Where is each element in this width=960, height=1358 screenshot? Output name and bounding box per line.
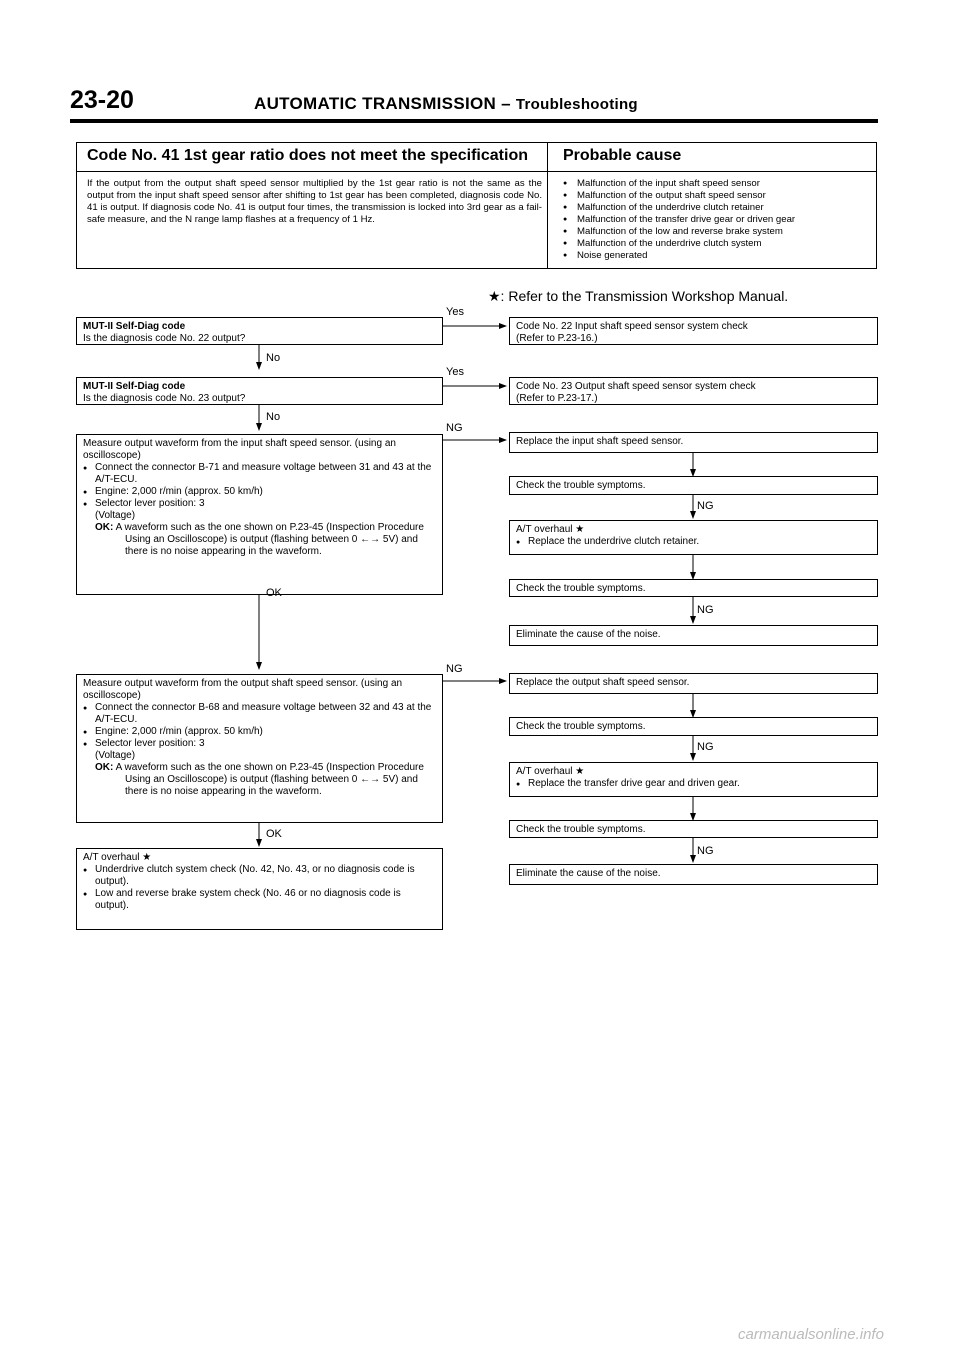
step5-check: ● Low and reverse brake system check (No. 46 or no diagnosis code is output). xyxy=(83,888,436,912)
cause-item: ● Malfunction of the underdrive clutch system xyxy=(563,238,795,250)
step4-ng-e: Eliminate the cause of the noise. xyxy=(509,864,878,885)
yes-label: Yes xyxy=(446,366,464,378)
step3-ng-c-bullet: ● Replace the underdrive clutch retainer. xyxy=(516,536,871,548)
step3-box xyxy=(76,434,443,595)
ok-label: OK xyxy=(266,587,282,599)
ng-label: NG xyxy=(697,741,714,753)
step3-condition: ● Engine: 2,000 r/min (approx. 50 km/h) xyxy=(83,486,436,498)
watermark: carmanualsonline.info xyxy=(738,1326,884,1343)
step1-question: Is the diagnosis code No. 22 output? xyxy=(83,333,246,344)
step5-title: A/T overhaul ★ xyxy=(83,852,152,863)
step4-ng-a: Replace the output shaft speed sensor. xyxy=(509,673,878,694)
step2-yes-box xyxy=(509,377,878,405)
step4-voltage: (Voltage) xyxy=(95,750,136,761)
step2-box xyxy=(76,377,443,405)
step3-ng-d: Check the trouble symptoms. xyxy=(509,579,878,597)
step3-ng-c-title: A/T overhaul ★ xyxy=(516,524,585,535)
step2-yes-line1: Code No. 23 Output shaft speed sensor system check xyxy=(516,381,756,392)
step3-conditions xyxy=(83,462,436,510)
step4-instruction: Measure output waveform from the output shaft speed sensor. (using an oscilloscope) xyxy=(83,678,403,701)
step4-ng-d: Check the trouble symptoms. xyxy=(509,820,878,838)
ng-label: NG xyxy=(446,422,463,434)
workshop-note: ★: Refer to the Transmission Workshop Manual. xyxy=(488,288,789,304)
step4-ok-criteria xyxy=(83,762,436,798)
step4-condition: ● Selector lever position: 3 xyxy=(83,738,436,750)
step4-condition: ● Engine: 2,000 r/min (approx. 50 km/h) xyxy=(83,726,436,738)
step1-title: MUT-II Self-Diag code xyxy=(83,321,186,332)
ng-label: NG xyxy=(697,845,714,857)
section-subtitle: Troubleshooting xyxy=(515,96,638,113)
cause-item: ● Malfunction of the low and reverse brake system xyxy=(563,226,795,238)
ng-label: NG xyxy=(697,604,714,616)
yes-label: Yes xyxy=(446,306,464,318)
step1-box xyxy=(76,317,443,345)
step4-condition: ● Connect the connector B-68 and measure voltage between 32 and 43 at the A/T-ECU. xyxy=(83,702,436,726)
no-label: No xyxy=(266,411,281,423)
ok-label: OK xyxy=(266,828,282,840)
step3-voltage: (Voltage) xyxy=(95,510,136,521)
step4-ng-c-bullet: ● Replace the transfer drive gear and driven gear. xyxy=(516,778,871,790)
ok-criteria-label: OK: xyxy=(95,762,114,773)
cause-item: ● Malfunction of the underdrive clutch retainer xyxy=(563,202,795,214)
code-heading: Code No. 41 1st gear ratio does not meet the specification xyxy=(87,147,528,164)
ok-criteria-text: A waveform such as the one shown on P.23-45 (Inspection Procedure Using an Oscilloscope) is output (flashing between 0 ←→ 5V) and there is no noise appearing in the waveform. xyxy=(115,522,424,557)
step3-instruction: Measure output waveform from the input shaft speed sensor. (using an oscilloscope) xyxy=(83,438,396,461)
step4-ng-b: Check the trouble symptoms. xyxy=(509,717,878,736)
ok-criteria-text: A waveform such as the one shown on P.23-45 (Inspection Procedure Using an Oscilloscope) is output (flashing between 0 ←→ 5V) and there is no noise appearing in the waveform. xyxy=(115,762,424,797)
step3-ok-criteria xyxy=(83,522,436,558)
step2-yes-line2: (Refer to P.23-17.) xyxy=(516,393,598,404)
section-title: AUTOMATIC TRANSMISSION xyxy=(254,94,497,113)
step3-ng-e: Eliminate the cause of the noise. xyxy=(509,625,878,646)
page-number: 23-20 xyxy=(70,86,134,114)
step5-check: ● Underdrive clutch system check (No. 42, No. 43, or no diagnosis code is output). xyxy=(83,864,436,888)
step5-box xyxy=(76,848,443,930)
step1-yes-box xyxy=(509,317,878,345)
step4-ng-c-title: A/T overhaul ★ xyxy=(516,766,585,777)
ok-criteria-label: OK: xyxy=(95,522,114,533)
step3-ng-c xyxy=(509,520,878,555)
cause-item: ● Malfunction of the input shaft speed sensor xyxy=(563,178,795,190)
step1-yes-line2: (Refer to P.23-16.) xyxy=(516,333,598,344)
ng-label: NG xyxy=(697,500,714,512)
step4-ng-c xyxy=(509,762,878,797)
step1-yes-line1: Code No. 22 Input shaft speed sensor system check xyxy=(516,321,748,332)
code-description: If the output from the output shaft speed sensor multiplied by the 1st gear ratio is not the same as the output from the input shaft speed sensor after shifting to 1st gear has been completed, diagnosis code No. 41 is output. If diagnosis code No. 41 is output four times, the transmission is locked into 3rd gear as a fail-safe measure, and the N range lamp flashes at a frequency of 1 Hz. xyxy=(87,178,542,225)
step3-ng-a: Replace the input shaft speed sensor. xyxy=(509,432,878,453)
step2-question: Is the diagnosis code No. 23 output? xyxy=(83,393,246,404)
cause-heading: Probable cause xyxy=(563,147,682,164)
step2-title: MUT-II Self-Diag code xyxy=(83,381,186,392)
cause-item: ● Malfunction of the transfer drive gear or driven gear xyxy=(563,214,795,226)
cause-item: ● Malfunction of the output shaft speed sensor xyxy=(563,190,795,202)
step3-condition: ● Connect the connector B-71 and measure voltage between 31 and 43 at the A/T-ECU. xyxy=(83,462,436,486)
step4-box xyxy=(76,674,443,823)
ng-label: NG xyxy=(446,663,463,675)
step5-checks xyxy=(83,864,436,912)
no-label: No xyxy=(266,352,281,364)
step3-ng-b: Check the trouble symptoms. xyxy=(509,476,878,495)
cause-item: ● Noise generated xyxy=(563,250,795,262)
title-dash: – xyxy=(501,94,511,113)
step4-conditions xyxy=(83,702,436,750)
step3-condition: ● Selector lever position: 3 xyxy=(83,498,436,510)
